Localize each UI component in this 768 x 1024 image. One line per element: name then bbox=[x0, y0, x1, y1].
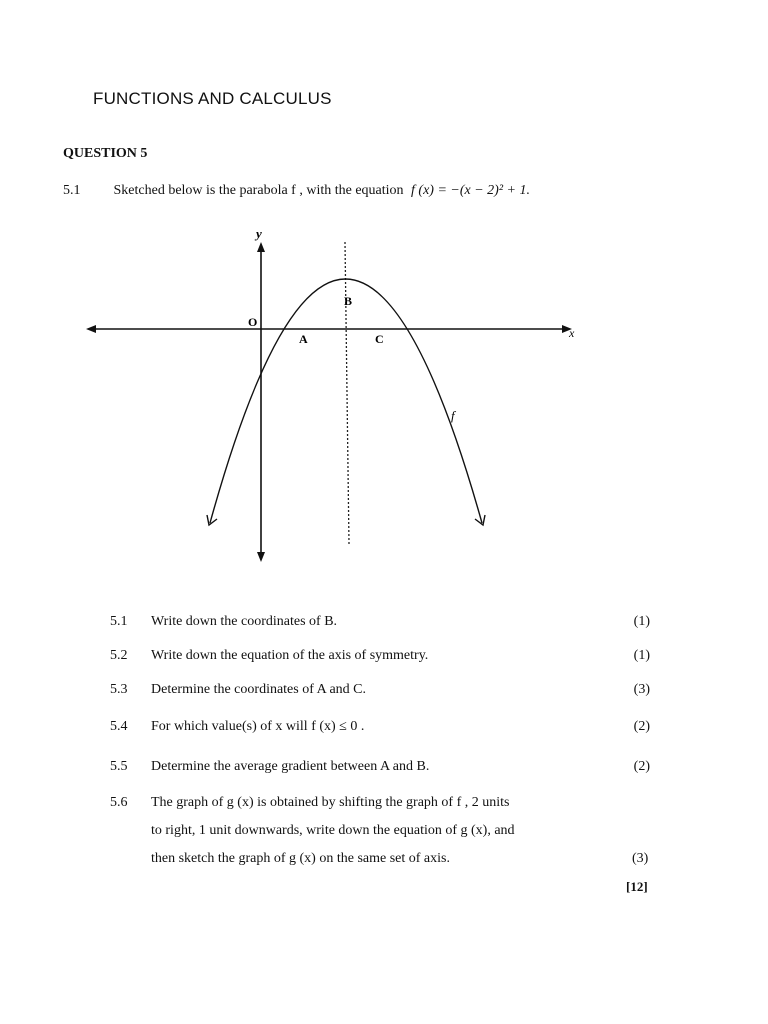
question-marks: (3) bbox=[633, 682, 650, 697]
question-marks: (2) bbox=[633, 759, 650, 774]
question-number: 5.2 bbox=[110, 648, 128, 663]
question-text-line-3: then sketch the graph of g (x) on the same set of axis. bbox=[151, 851, 450, 866]
parabola-graph bbox=[80, 222, 600, 567]
question-5-6 bbox=[110, 795, 650, 815]
curve-f-label: f bbox=[451, 408, 455, 423]
question-number: 5.6 bbox=[110, 795, 128, 810]
page-heading: FUNCTIONS AND CALCULUS bbox=[93, 89, 332, 108]
y-axis-top-arrowhead bbox=[257, 242, 265, 252]
y-axis-bottom-arrowhead bbox=[257, 552, 265, 562]
question-5-4 bbox=[110, 719, 650, 739]
total-marks: [12] bbox=[626, 879, 648, 894]
question-number: 5.5 bbox=[110, 759, 128, 774]
question-text-line-1: The graph of g (x) is obtained by shifting the graph of f , 2 units bbox=[151, 795, 510, 810]
x-axis-left-arrowhead bbox=[86, 325, 96, 333]
question-number: 5.4 bbox=[110, 719, 128, 734]
intro-number: 5.1 bbox=[63, 183, 81, 198]
question-5-2 bbox=[110, 648, 650, 668]
point-a-label: A bbox=[299, 332, 308, 346]
question-text: Determine the coordinates of A and C. bbox=[151, 682, 366, 697]
intro-line bbox=[63, 183, 530, 199]
question-number: 5.1 bbox=[110, 614, 128, 629]
question-text: Write down the equation of the axis of symmetry. bbox=[151, 648, 429, 663]
question-text: Determine the average gradient between A and B. bbox=[151, 759, 430, 774]
question-5-5 bbox=[110, 759, 650, 779]
question-marks: (1) bbox=[633, 648, 650, 663]
question-text-line-2: to right, 1 unit downwards, write down the equation of g (x), and bbox=[151, 823, 515, 838]
question-marks: (3) bbox=[632, 851, 649, 866]
point-b-label: B bbox=[344, 294, 353, 308]
question-5-1 bbox=[110, 614, 650, 634]
question-text: For which value(s) of x will f (x) ≤ 0 . bbox=[151, 719, 365, 734]
origin-label: O bbox=[248, 315, 258, 329]
intro-equation: f (x) = −(x − 2)² + 1. bbox=[411, 183, 530, 198]
question-text: Write down the coordinates of B. bbox=[151, 614, 338, 629]
x-axis-label: x bbox=[569, 326, 575, 340]
question-5-3 bbox=[110, 682, 650, 702]
question-title: QUESTION 5 bbox=[63, 146, 148, 161]
question-marks: (1) bbox=[633, 614, 650, 629]
point-c-label: C bbox=[375, 332, 384, 346]
y-axis-label: y bbox=[256, 226, 262, 241]
axis-of-symmetry bbox=[345, 242, 349, 544]
intro-text: Sketched below is the parabola f , with the equation bbox=[113, 183, 404, 198]
question-marks: (2) bbox=[633, 719, 650, 734]
question-number: 5.3 bbox=[110, 682, 128, 697]
